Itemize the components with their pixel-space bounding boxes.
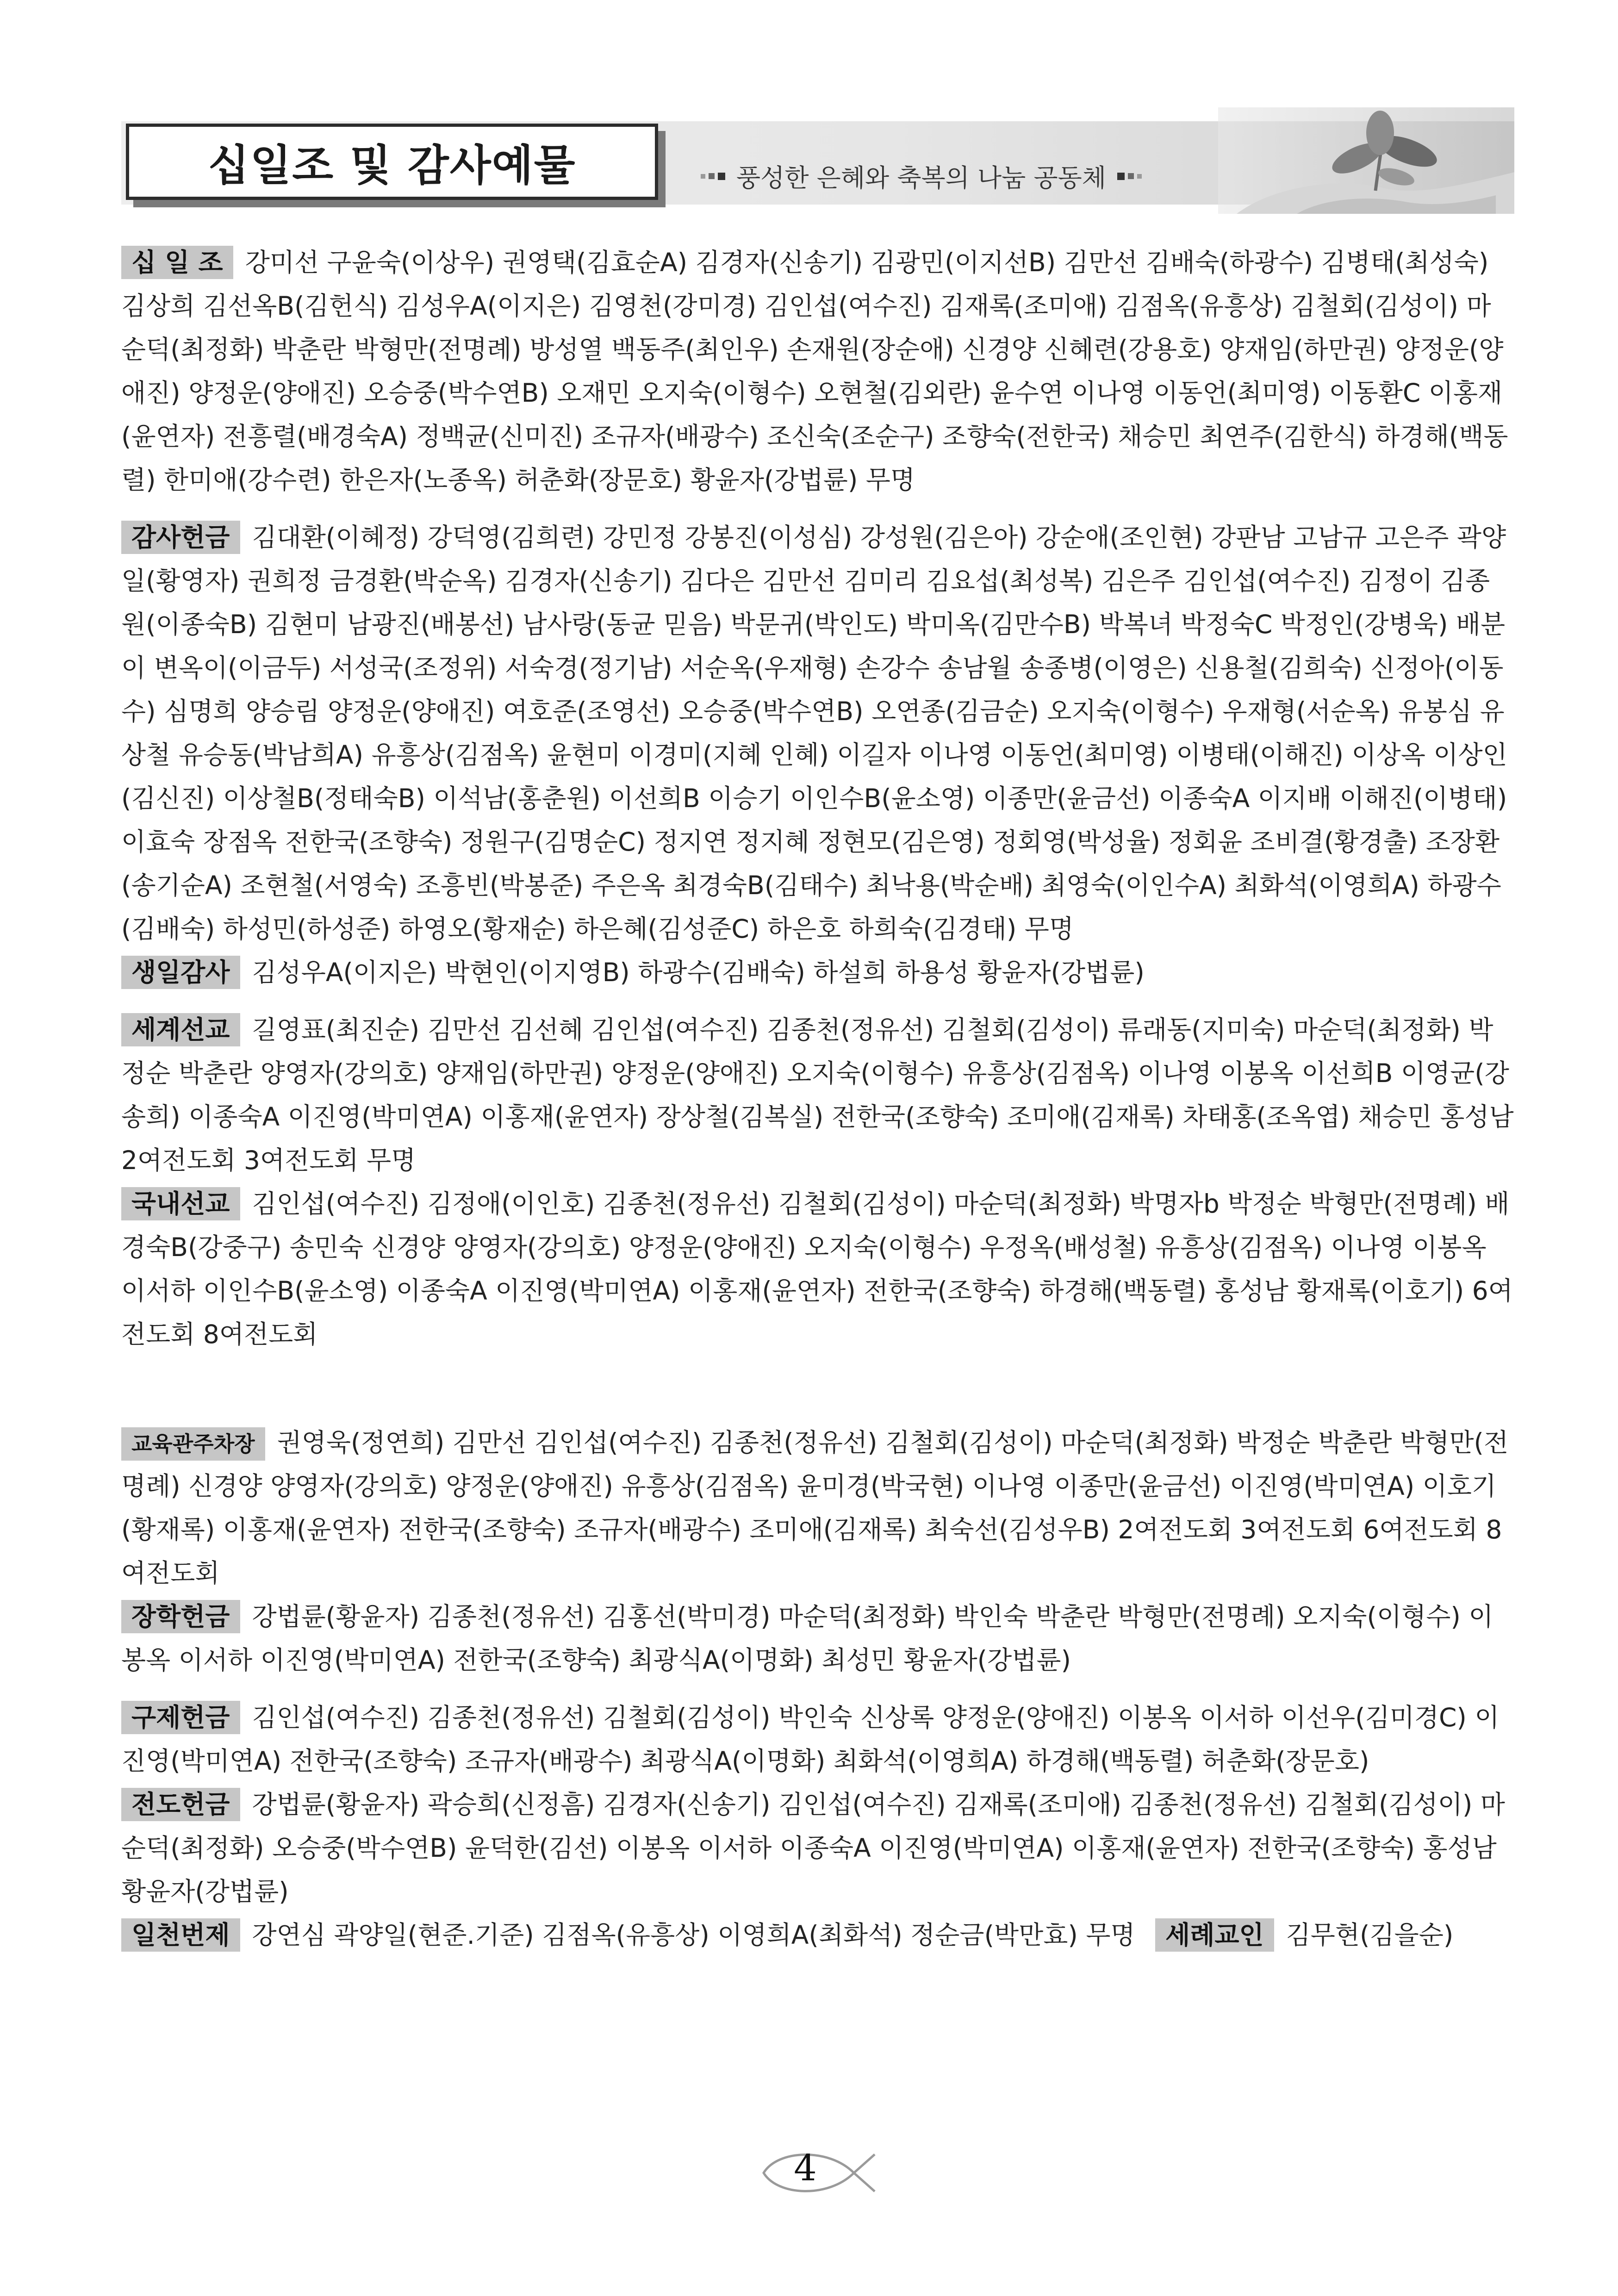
square-bullets-right-icon: [1117, 173, 1142, 180]
section-tithe: [121, 241, 1514, 502]
section-label: 십 일 조: [121, 246, 233, 279]
section-names: 김대환(이혜정) 강덕영(김희련) 강민정 강봉진(이성심) 강성원(김은아) 강순애(조인현) 강판남 고남규 고은주 곽양일(황영자) 권희정 금경환(박순옥) 김경자(신송기) 김다은 김만선 김미리 김요섭(최성복) 김은주 김인섭(여수진) 김정이 김종원(이종숙B) 김현미 남광진(배봉선) 남사랑(동균 믿음) 박문귀(박인도) 박미옥(김만수B) 박복녀 박정숙C 박정인(강병욱) 배분이 변옥이(이금두) 서성국(조정위) 서숙경(정기남) 서순옥(우재형) 손강수 송남월 송종병(이영은) 신용철(김희숙) 신정아(이동수) 심명희 양승림 양정운(양애진) 여호준(조영선) 오승중(박수연B) 오연종(김금순) 오지숙(이형수) 우재형(서순옥) 유봉심 유상철 유승동(박남희A) 유흥상(김점옥) 윤현미 이경미(지혜 인혜) 이길자 이나영 이동언(최미영) 이병태(이해진) 이상옥 이상인(김신진) 이상철B(정태숙B) 이석남(홍춘원) 이선희B 이승기 이인수B(윤소영) 이종만(윤금선) 이종숙A 이지배 이해진(이병태) 이효숙 장점옥 전한국(조향숙) 정원구(김명순C) 정지연 정지혜 정현모(김은영) 정회영(박성율) 정회윤 조비결(황경출) 조장환(송기순A) 조현철(서영숙) 조흥빈(박봉준) 주은옥 최경숙B(김태수) 최낙용(박순배) 최영숙(이인수A) 최화석(이영희A) 하광수(김배숙) 하성민(하성준) 하영오(황재순) 하은혜(김성준C) 하은호 하희숙(김경태) 무명: [121, 523, 1507, 944]
section-names: 권영욱(정연희) 김만선 김인섭(여수진) 김종천(정유선) 김철회(김성이) 마순덕(최정화) 박정순 박춘란 박형만(전명례) 신경양 양영자(강의호) 양정운(양애진) 유흥상(김점옥) 윤미경(박국현) 이나영 이종만(윤금선) 이진영(박미연A) 이호기(황재록) 이홍재(윤연자) 전한국(조향숙) 조규자(배광수) 조미애(김재록) 최숙선(김성우B) 2여전도회 3여전도회 6여전도회 8여전도회: [121, 1428, 1509, 1588]
section-thousand-offering: [121, 1913, 1514, 1957]
section-names: 강미선 구윤숙(이상우) 권영택(김효순A) 김경자(신송기) 김광민(이지선B) 김만선 김배숙(하광수) 김병태(최성숙) 김상희 김선옥B(김헌식) 김성우A(이지은) 김영천(강미경) 김인섭(여수진) 김재록(조미애) 김점옥(유흥상) 김철회(김성이) 마순덕(최정화) 박춘란 박형만(전명례) 방성열 백동주(최인우) 손재원(장순애) 신경양 신혜련(강용호) 양재임(하만권) 양정운(양애진) 양정운(양애진) 오승중(박수연B) 오재민 오지숙(이형수) 오현철(김외란) 윤수연 이나영 이동언(최미영) 이동환C 이홍재(윤연자) 전흥렬(배경숙A) 정백균(신미진) 조규자(배광수) 조신숙(조순구) 조향숙(전한국) 채승민 최연주(김한식) 하경해(백동렬) 한미애(강수련) 한은자(노종옥) 허춘화(장문호) 황윤자(강법륜) 무명: [121, 248, 1508, 495]
section-names: 길영표(최진순) 김만선 김선혜 김인섭(여수진) 김종천(정유선) 김철회(김성이) 류래동(지미숙) 마순덕(최정화) 박정순 박춘란 양영자(강의호) 양재임(하만권) 양정운(양애진) 오지숙(이형수) 유흥상(김점옥) 이나영 이봉옥 이선희B 이영균(강송희) 이종숙A 이진영(박미연A) 이홍재(윤연자) 장상철(김복실) 전한국(조향숙) 조미애(김재록) 차태홍(조옥엽) 채승민 홍성남 2여전도회 3여전도회 무명: [121, 1015, 1514, 1175]
section-names: 김인섭(여수진) 김정애(이인호) 김종천(정유선) 김철회(김성이) 마순덕(최정화) 박명자b 박정순 박형만(전명례) 배경숙B(강중구) 송민숙 신경양 양영자(강의호) 양정운(양애진) 오지숙(이형수) 우정옥(배성철) 유흥상(김점옥) 이나영 이봉옥 이서하 이인수B(윤소영) 이종숙A 이진영(박미연A) 이홍재(윤연자) 전한국(조향숙) 하경해(백동렬) 홍성남 황재록(이호기) 6여전도회 8여전도회: [121, 1189, 1513, 1349]
section-names: 김성우A(이지은) 박현인(이지영B) 하광수(김배숙) 하설희 하용성 황윤자(강법륜): [252, 958, 1145, 987]
section-label-baptized: 세례교인: [1155, 1918, 1274, 1952]
section-evangelism: [121, 1783, 1514, 1913]
section-world-mission: [121, 1008, 1514, 1182]
page-number: 4: [794, 2147, 817, 2189]
hands-holding-plant-image: [1218, 107, 1514, 214]
section-domestic-mission: [121, 1182, 1514, 1356]
section-scholarship: [121, 1595, 1514, 1682]
section-label: 전도헌금: [121, 1788, 240, 1821]
section-label: 일천번제: [121, 1918, 240, 1952]
section-label: 국내선교: [121, 1187, 240, 1220]
section-label: 교육관주차장: [121, 1427, 265, 1461]
section-names: 강법륜(황윤자) 곽승희(신정흠) 김경자(신송기) 김인섭(여수진) 김재록(조미애) 김종천(정유선) 김철회(김성이) 마순덕(최정화) 오승중(박수연B) 윤덕한(김선) 이봉옥 이서하 이종숙A 이진영(박미연A) 이홍재(윤연자) 전한국(조향숙) 홍성남 황윤자(강법륜): [121, 1790, 1505, 1906]
section-names: 강법륜(황윤자) 김종천(정유선) 김홍선(박미경) 마순덕(최정화) 박인숙 박춘란 박형만(전명례) 오지숙(이형수) 이봉옥 이서하 이진영(박미연A) 전한국(조향숙) 최광식A(이명화) 최성민 황윤자(강법륜): [121, 1602, 1494, 1675]
section-label: 구제헌금: [121, 1701, 240, 1734]
title-box: [126, 124, 658, 200]
section-relief: [121, 1696, 1514, 1783]
page-subtitle: 풍성한 은혜와 축복의 나눔 공동체: [736, 163, 1106, 193]
section-names: 김인섭(여수진) 김종천(정유선) 김철회(김성이) 박인숙 신상록 양정운(양애진) 이봉옥 이서하 이선우(김미경C) 이진영(박미연A) 전한국(조향숙) 조규자(배광수) 최광식A(이명화) 최화석(이영희A) 하경해(백동렬) 허춘화(장문호): [121, 1703, 1500, 1776]
section-label: 장학헌금: [121, 1600, 240, 1633]
page-header: [121, 107, 1514, 214]
section-label: 세계선교: [121, 1013, 240, 1046]
offering-list: [121, 241, 1514, 1957]
section-label: 생일감사: [121, 956, 240, 989]
page-title: 십일조 및 감사예물: [208, 140, 576, 190]
section-label: 감사헌금: [121, 521, 240, 554]
section-names-baptized: 김무현(김을순): [1286, 1920, 1454, 1950]
subtitle-row: [701, 158, 1142, 194]
section-thanksgiving: [121, 516, 1514, 951]
section-parking: [121, 1421, 1514, 1595]
section-birthday: [121, 951, 1514, 994]
section-names: 강연심 곽양일(현준.기준) 김점옥(유흥상) 이영희A(최화석) 정순금(박만효) 무명: [252, 1920, 1135, 1950]
page-number-badge: [759, 2143, 879, 2203]
square-bullets-left-icon: [701, 173, 725, 180]
